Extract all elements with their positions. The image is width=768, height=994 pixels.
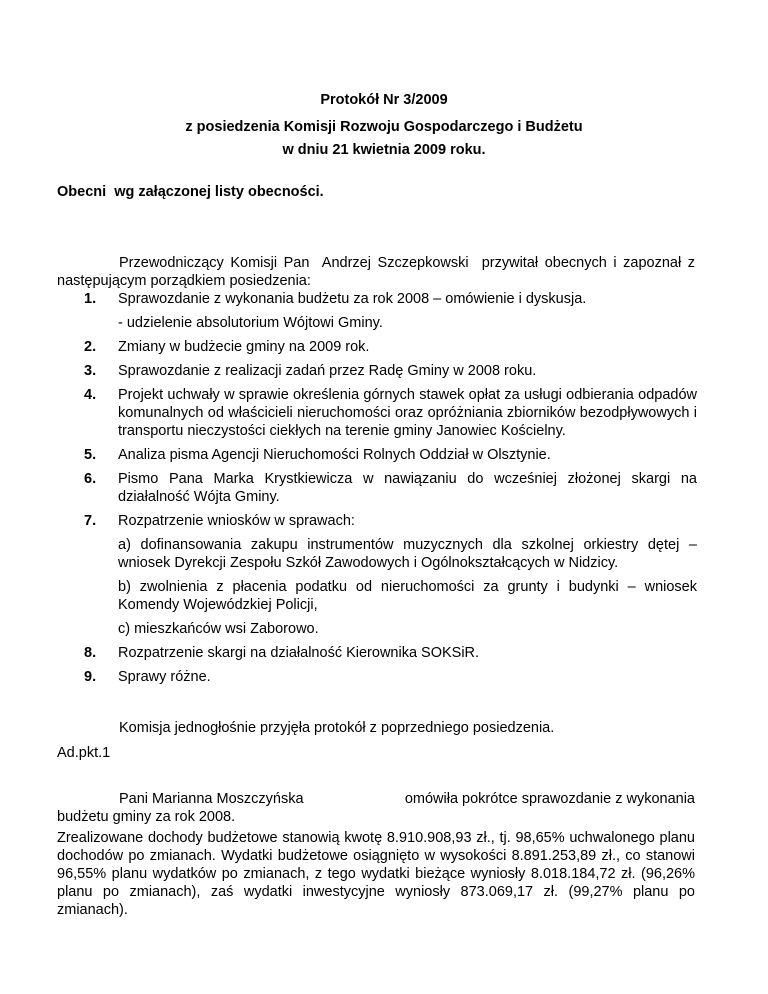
speaker-paragraph: [57, 790, 695, 826]
agenda-item: [57, 290, 697, 308]
agenda-item: [57, 338, 697, 356]
agenda-item-number: 5.: [84, 447, 97, 463]
agenda-item: [57, 512, 697, 530]
agenda-item: [57, 644, 697, 662]
agenda-item-number: 3.: [84, 363, 97, 379]
agenda-item-text: Sprawozdanie z wykonania budżetu za rok 2008 – omówienie i dyskusja.: [118, 291, 587, 307]
approval-line: Komisja jednogłośnie przyjęła protokół z poprzedniego posiedzenia.: [119, 720, 555, 736]
agenda-sub-item: c) mieszkańców wsi Zaborowo.: [118, 621, 319, 637]
agenda-list: [57, 290, 697, 692]
protocol-title: Protokół Nr 3/2009: [320, 92, 448, 108]
speaker-name: Pani Marianna Moszczyńska: [119, 791, 304, 807]
agenda-item-text: Analiza pisma Agencji Nieruchomości Rolnych Oddział w Olsztynie.: [118, 447, 551, 463]
agenda-item-number: 1.: [84, 291, 97, 307]
agenda-item-number: 2.: [84, 339, 97, 355]
speaker-action: omówiła pokrótce sprawozdanie z wykonania: [404, 791, 695, 807]
intro-paragraph: Przewodniczący Komisji Pan Andrzej Szczepkowski przywitał obecnych i zapoznał z następującym porządkiem posiedzenia:: [57, 255, 700, 289]
attendance-line: Obecni wg załączonej listy obecności.: [57, 184, 324, 200]
agenda-item-number: 7.: [84, 513, 97, 529]
agenda-item: [57, 362, 697, 380]
agenda-item-text: Rozpatrzenie wniosków w sprawach:: [118, 513, 355, 529]
agenda-sub-item: - udzielenie absolutorium Wójtowi Gminy.: [118, 315, 383, 331]
agenda-item-text: Projekt uchwały w sprawie określenia górnych stawek opłat za usługi odbierania odpadów komunalnych od właścicieli nieruchomości oraz opróżniania zbiorników bezodpływowych i transportu nieczystości ciekłych na terenie gminy Janowiec Kościelny.: [118, 387, 697, 439]
agenda-item-text: Sprawy różne.: [118, 669, 211, 685]
agenda-item-number: 8.: [84, 645, 97, 661]
agenda-item-number: 4.: [84, 387, 97, 403]
agenda-item: [57, 386, 697, 440]
agenda-item: [57, 668, 697, 686]
ad-point-label: Ad.pkt.1: [57, 745, 111, 761]
budget-paragraph: Zrealizowane dochody budżetowe stanowią kwotę 8.910.908,93 zł., tj. 98,65% uchwalonego planu dochodów po zmianach. Wydatki budżetowe osiągnięto w wysokości 8.891.253,89 zł., co stanowi 96,55% planu wydatków po zmianach, z tego wydatki bieżące wyniosły 8.018.184,72 zł. (96,26% planu po zmianach), zaś wydatki inwestycyjne wyniosły 873.069,17 zł. (99,27% planu po zmianach).: [57, 830, 695, 918]
agenda-item-text: Rozpatrzenie skargi na działalność Kierownika SOKSiR.: [118, 645, 480, 661]
agenda-sub-item: b) zwolnienia z płacenia podatku od nieruchomości za grunty i budynki – wniosek Komendy Wojewódzkiej Policji,: [118, 579, 697, 613]
speaker-continuation: budżetu gminy za rok 2008.: [57, 809, 236, 825]
agenda-item-text: Pismo Pana Marka Krystkiewicza w nawiązaniu do wcześniej złożonej skargi na działalność Wójta Gminy.: [118, 471, 697, 505]
agenda-item: [57, 446, 697, 464]
agenda-sub-item: a) dofinansowania zakupu instrumentów muzycznych dla szkolnej orkiestry dętej – wniosek Dyrekcji Zespołu Szkół Zawodowych i Ogólnokształcących w Nidzicy.: [118, 537, 697, 571]
protocol-subtitle: z posiedzenia Komisji Rozwoju Gospodarczego i Budżetu: [185, 119, 583, 135]
protocol-date: w dniu 21 kwietnia 2009 roku.: [282, 142, 486, 158]
agenda-item: [57, 470, 697, 506]
agenda-item-number: 6.: [84, 471, 97, 487]
agenda-item-text: Zmiany w budżecie gminy na 2009 rok.: [118, 339, 370, 355]
agenda-item-number: 9.: [84, 669, 97, 685]
agenda-item-text: Sprawozdanie z realizacji zadań przez Radę Gminy w 2008 roku.: [118, 363, 537, 379]
